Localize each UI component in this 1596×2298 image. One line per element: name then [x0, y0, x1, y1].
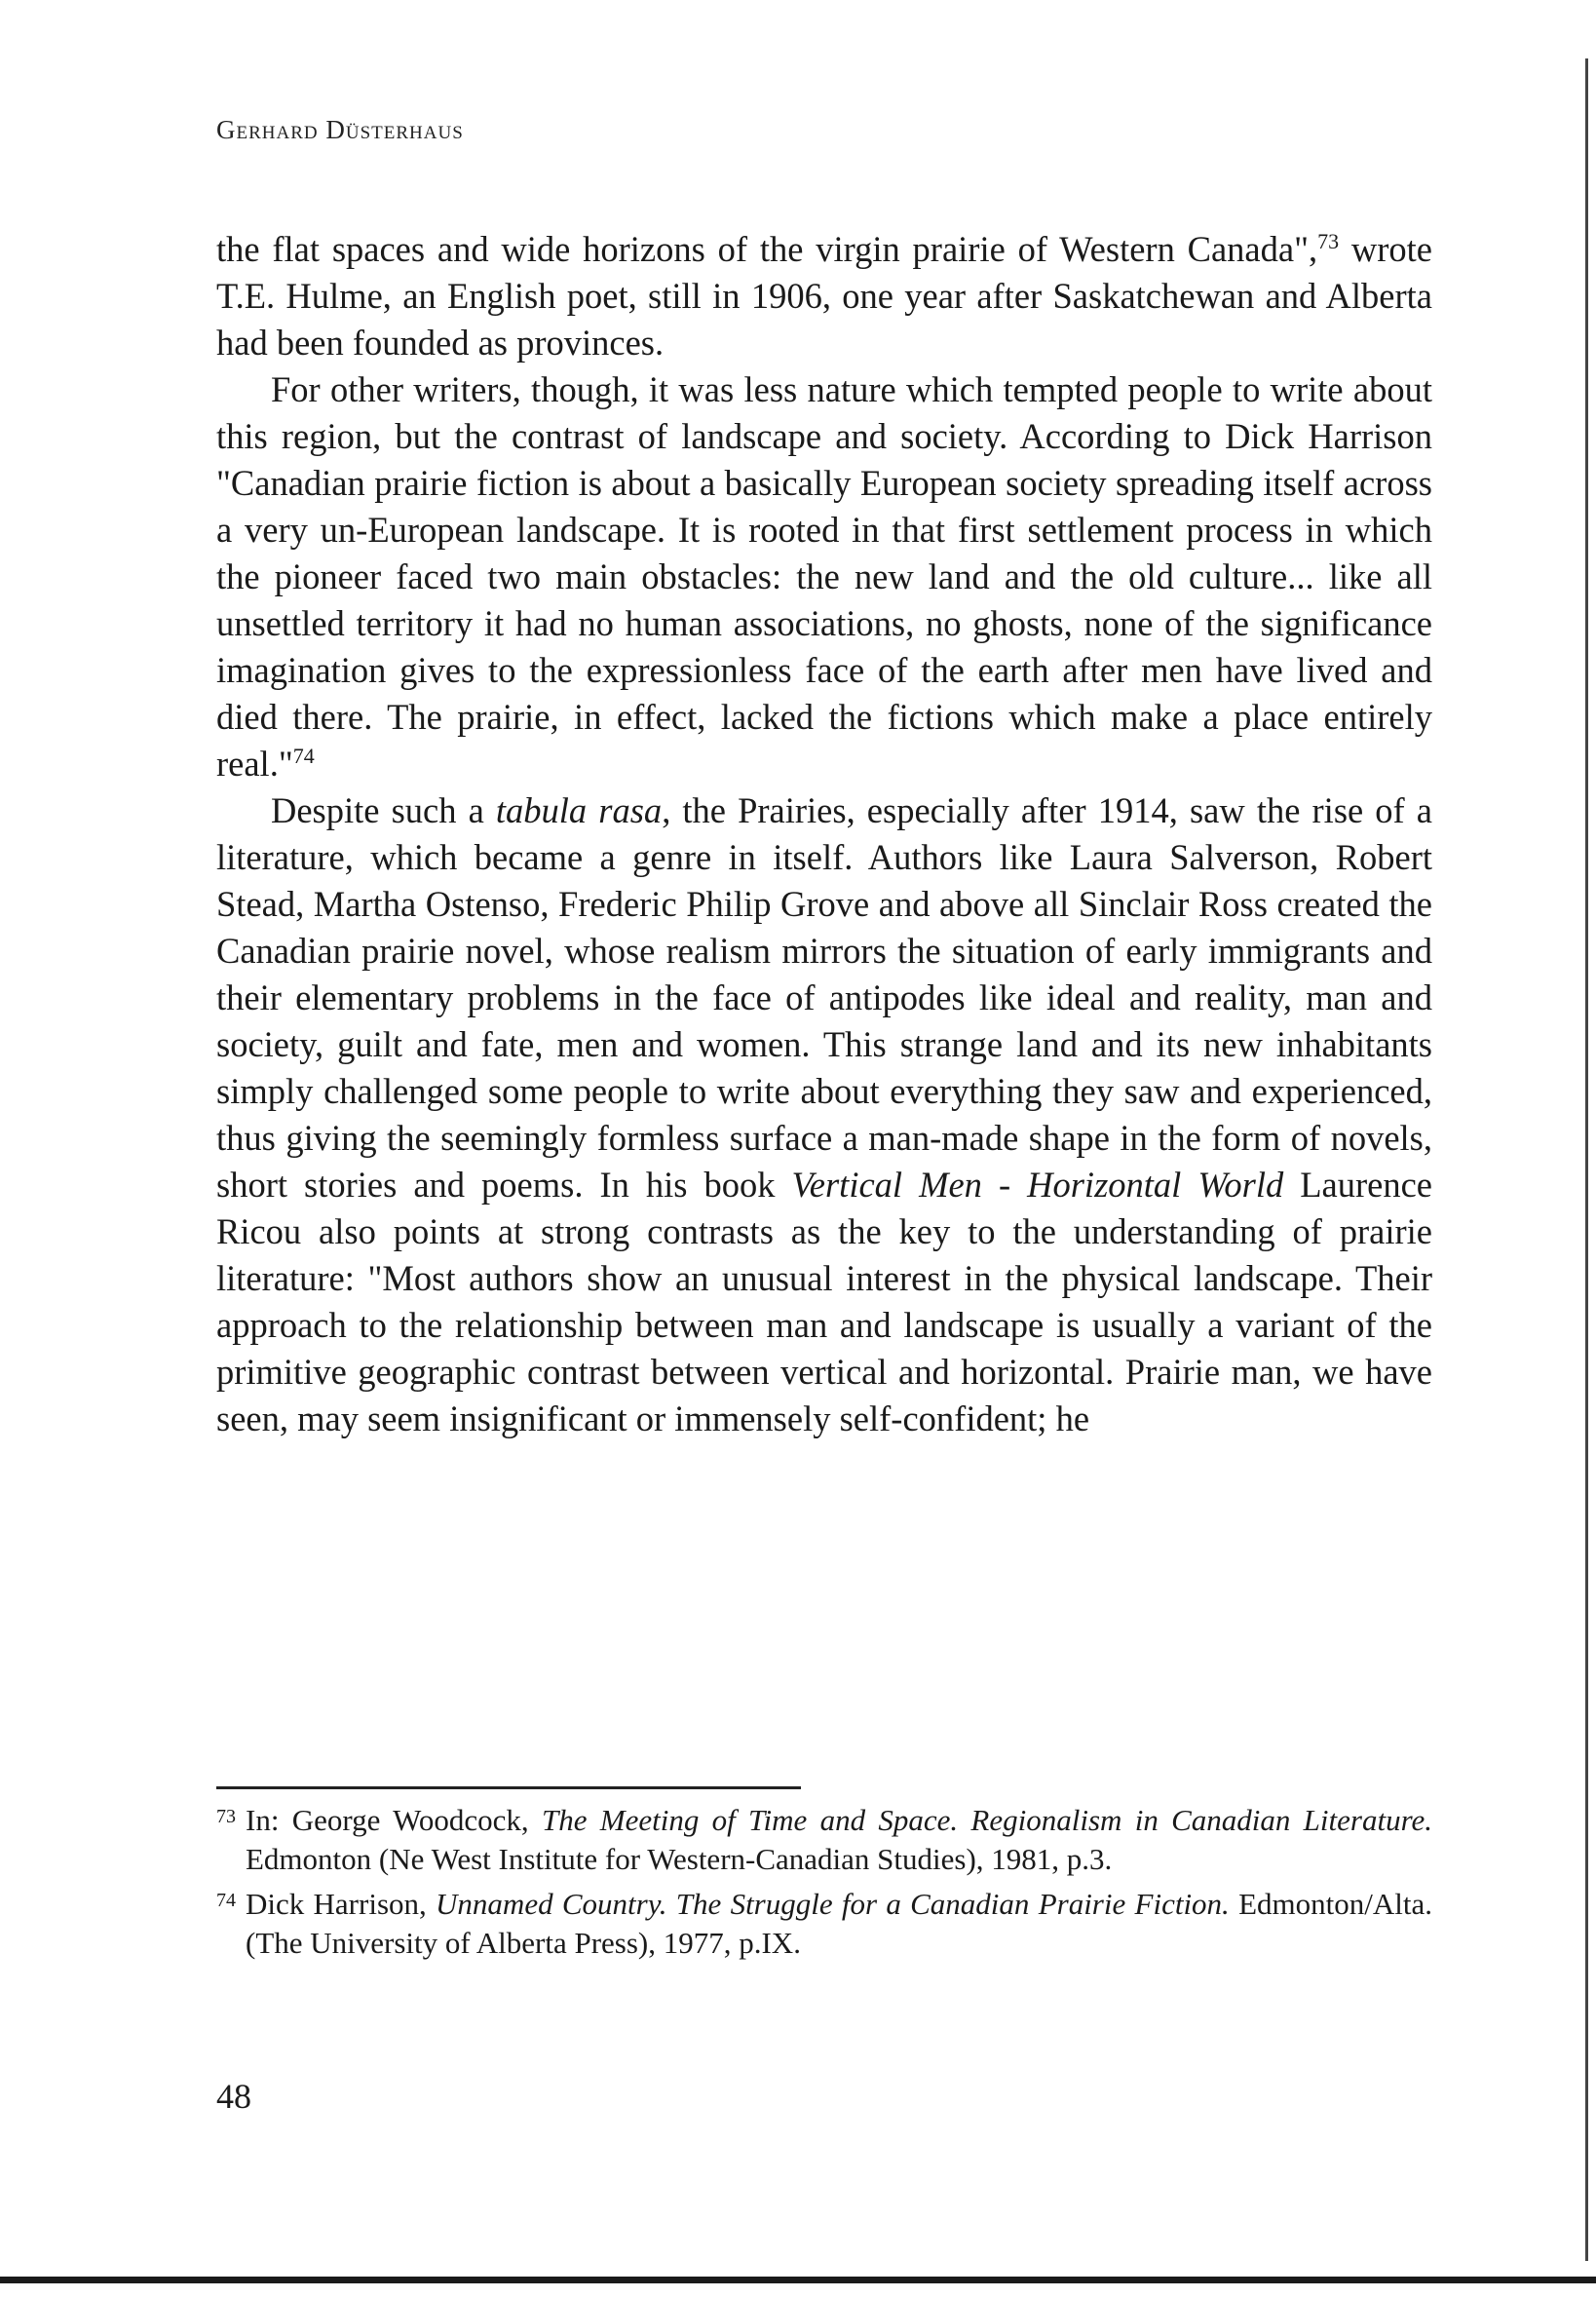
- italic-book-title: Vertical Men - Horizontal World: [791, 1165, 1284, 1205]
- paragraph-2-text-a: For other writers, though, it was less nature which tempted people to write about this region, but the contrast of landscape and society. According to Dick Harrison "Canadian prairie fiction is about a basically European society spreading itself across a very un-European landscape. It is rooted in that first settlement process in which the pioneer faced two main obstacles: the new land and the old culture... like all unsettled territory it had no human associations, no ghosts, none of the significance imagination gives to the expressionless face of the earth after men have lived and died there. The prairie, in effect, lacked the fictions which make a place entirely real.": [216, 369, 1432, 784]
- paragraph-1: [216, 226, 1432, 366]
- body-text: [216, 226, 1432, 1442]
- footnote-74: [216, 1885, 1432, 1963]
- paragraph-3-text-a: Despite such a: [271, 790, 496, 830]
- footnote-italic: Unnamed Country. The Struggle for a Canadian Prairie Fiction.: [436, 1887, 1230, 1921]
- paragraph-3-text-b: , the Prairies, especially after 1914, saw the rise of a literature, which became a genre in itself. Authors like Laura Salverson, Robert Stead, Martha Ostenso, Frederic Philip Grove and above all Sinclair Ross created the Canadian prairie novel, whose realism mirrors the situation of early immigrants and their elementary problems in the face of antipodes like ideal and reality, man and society, guilt and fate, men and women. This strange land and its new inhabitants simply challenged some people to write about everything they saw and experienced, thus giving the seemingly formless surface a man-made shape in the form of novels, short stories and poems. In his book: [216, 790, 1433, 1205]
- paragraph-1-text-a: the flat spaces and wide horizons of the virgin prairie of Western Canada",: [216, 229, 1318, 269]
- paragraph-3-text-c: Laurence Ricou also points at strong contrasts as the key to the understanding of prairie literature: "Most authors show an unusual interest in the physical landscape. Their approach to the relationship between man and landscape is usually a variant of the primitive geographic contrast between vertical and horizontal. Prairie man, we have seen, may seem insignificant or immensely self-confident; he: [216, 1165, 1432, 1438]
- footnote-text-b: Edmonton (Ne West Institute for Western-Canadian Studies), 1981, p.3.: [246, 1842, 1113, 1876]
- footnotes: [216, 1801, 1432, 1963]
- footnote-text-a: Dick Harrison,: [246, 1887, 437, 1921]
- paragraph-2: [216, 366, 1432, 787]
- footnote-number: 73: [216, 1806, 236, 1827]
- footnote-italic: The Meeting of Time and Space. Regionalism in Canadian Literature.: [541, 1803, 1433, 1837]
- footnote-text-b: Edmonton/Alta. (The University of Alberta Press), 1977, p.IX.: [246, 1887, 1432, 1960]
- paragraph-1-text-b: wrote T.E. Hulme, an English poet, still in 1906, one year after Saskatchewan and Alberta had been founded as provinces.: [216, 229, 1432, 363]
- footnote-number: 74: [216, 1890, 236, 1911]
- paragraph-3: [216, 787, 1432, 1442]
- footnote-73: [216, 1801, 1432, 1879]
- running-head: Gerhard Düsterhaus: [216, 115, 464, 144]
- footnote-divider: [216, 1786, 801, 1789]
- footnote-text-a: In: George Woodcock,: [246, 1803, 542, 1837]
- scan-edge-bottom: [0, 2277, 1596, 2283]
- footnote-ref-74: 74: [292, 743, 315, 768]
- footnote-ref-73: 73: [1317, 228, 1340, 253]
- scan-edge-right: [1585, 58, 1588, 2261]
- italic-tabula-rasa: tabula rasa: [495, 790, 663, 830]
- page-number: 48: [216, 2077, 251, 2116]
